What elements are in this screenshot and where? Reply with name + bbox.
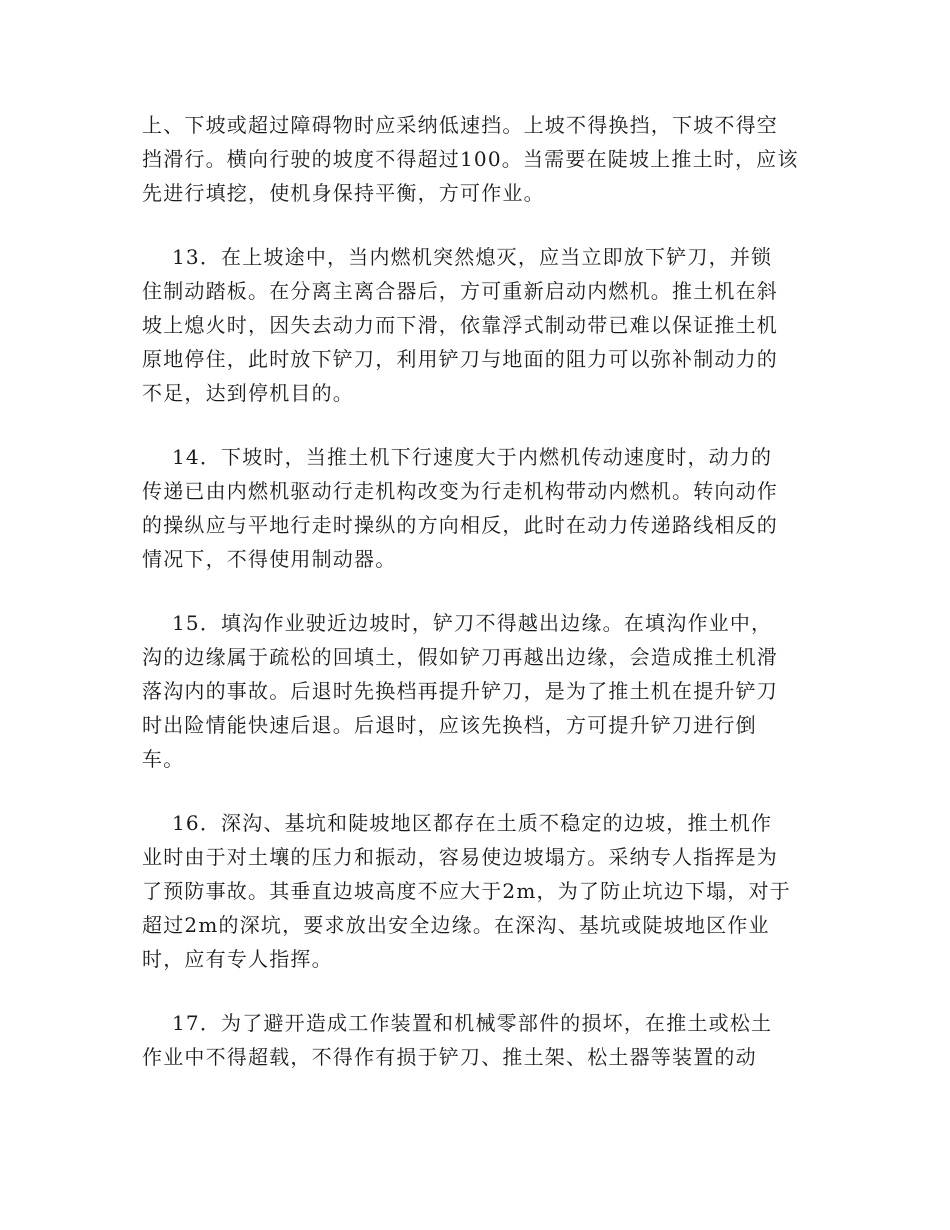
document-body [142,108,812,1074]
paragraph-gap [142,410,812,440]
text-line: 落沟内的事故。后退时先换档再提升铲刀，是为了推土机在提升铲刀 [142,679,778,703]
text-line: 14．下坡时，当推土机下行速度大于内燃机传动速度时，动力的 [172,445,773,469]
text-line: 不足，达到停机目的。 [142,381,354,405]
paragraph-gap [142,576,812,606]
text-line: 情况下，不得使用制动器。 [142,547,397,571]
paragraph-gap [142,210,812,240]
text-line: 挡滑行。横向行驶的坡度不得超过100。当需要在陡坡上推土时，应该 [142,147,799,171]
paragraph [142,440,812,576]
paragraph [142,240,812,410]
text-line: 的操纵应与平地行走时操纵的方向相反，此时在动力传递路线相反的 [142,513,778,537]
paragraph [142,1006,812,1074]
text-line: 作业中不得超载，不得作有损于铲刀、推土架、松土器等装置的动 [142,1045,757,1069]
text-line: 17．为了避开造成工作装置和机械零部件的损坏，在推土或松土 [172,1011,773,1035]
text-line: 上、下坡或超过障碍物时应采纳低速挡。上坡不得换挡，下坡不得空 [142,113,778,137]
text-line: 时出险情能快速后退。后退时，应该先换档，方可提升铲刀进行倒 [142,713,757,737]
text-line: 业时由于对土壤的压力和振动，容易使边坡塌方。采纳专人指挥是为 [142,845,778,869]
text-line: 15．填沟作业驶近边坡时，铲刀不得越出边缘。在填沟作业中， [172,611,773,635]
text-line: 了预防事故。其垂直边坡高度不应大于2m，为了防止坑边下塌，对于 [142,879,791,903]
paragraph [142,806,812,976]
paragraph-gap [142,776,812,806]
text-line: 车。 [142,747,185,771]
text-line: 原地停住，此时放下铲刀，利用铲刀与地面的阻力可以弥补制动力的 [142,347,778,371]
text-line: 16．深沟、基坑和陡坡地区都存在土质不稳定的边坡，推土机作 [172,811,773,835]
text-line: 时，应有专人指挥。 [142,947,333,971]
text-line: 13．在上坡途中，当内燃机突然熄灭，应当立即放下铲刀，并锁 [172,245,773,269]
paragraph [142,108,812,210]
text-line: 先进行填挖，使机身保持平衡，方可作业。 [142,181,545,205]
text-line: 沟的边缘属于疏松的回填土，假如铲刀再越出边缘，会造成推土机滑 [142,645,778,669]
text-line: 传递已由内燃机驱动行走机构改变为行走机构带动内燃机。转向动作 [142,479,778,503]
text-line: 超过2m的深坑，要求放出安全边缘。在深沟、基坑或陡坡地区作业 [142,913,770,937]
text-line: 坡上熄火时，因失去动力而下滑，依靠浮式制动带已难以保证推土机 [142,313,778,337]
text-line: 住制动踏板。在分离主离合器后，方可重新启动内燃机。推土机在斜 [142,279,778,303]
paragraph-gap [142,976,812,1006]
paragraph [142,606,812,776]
